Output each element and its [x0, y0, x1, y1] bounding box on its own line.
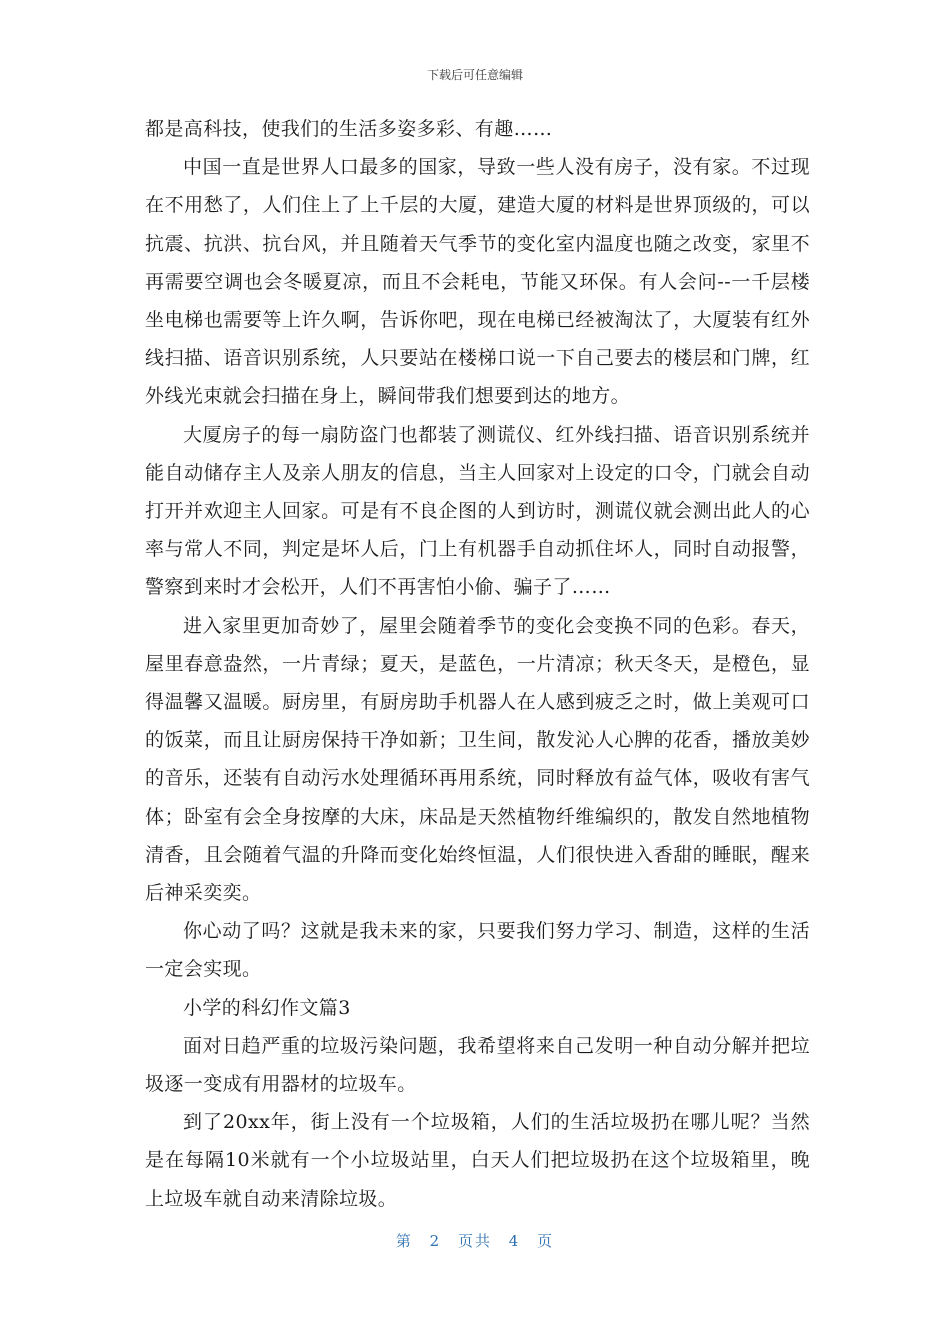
page-number: 第 2 页共 4 页 — [395, 1232, 555, 1250]
document-body — [145, 110, 810, 1218]
paragraph: 进入家里更加奇妙了，屋里会随着季节的变化会变换不同的色彩。春天，屋里春意盎然，一片青绿；夏天，是蓝色，一片清凉；秋天冬天，是橙色，显得温馨又温暖。厨房里，有厨房助手机器人在人感到疲乏之时，做上美观可口的饭菜，而且让厨房保持干净如新；卫生间，散发沁人心脾的花香，播放美妙的音乐，还装有自动污水处理循环再用系统，同时释放有益气体，吸收有害气体；卧室有会全身按摩的大床，床品是天然植物纤维编织的，散发自然地植物清香，且会随着气温的升降而变化始终恒温，人们很快进入香甜的睡眠，醒来后神采奕奕。 — [145, 614, 810, 905]
paragraph-continuation: 都是高科技，使我们的生活多姿多彩、有趣…… — [145, 118, 553, 140]
paragraph: 大厦房子的每一扇防盗门也都装了测谎仪、红外线扫描、语音识别系统并能自动储存主人及亲人朋友的信息，当主人回家对上设定的口令，门就会自动打开并欢迎主人回家。可是有不良企图的人到访时，测谎仪就会测出此人的心率与常人不同，判定是坏人后，门上有机器手自动抓住坏人，同时自动报警，警察到来时才会松开，人们不再害怕小偷、骗子了…… — [145, 423, 810, 599]
paragraph: 面对日趋严重的垃圾污染问题，我希望将来自己发明一种自动分解并把垃圾逐一变成有用器材的垃圾车。 — [145, 1034, 810, 1096]
paragraph: 你心动了吗？这就是我未来的家，只要我们努力学习、制造，这样的生活一定会实现。 — [145, 920, 810, 981]
section-heading: 小学的科幻作文篇3 — [183, 996, 351, 1019]
page-header: 下载后可任意编辑 — [426, 68, 523, 82]
paragraph: 到了20xx年，街上没有一个垃圾箱，人们的生活垃圾扔在哪儿呢？当然是在每隔10米就有一个小垃圾站里，白天人们把垃圾扔在这个垃圾箱里，晚上垃圾车就自动来清除垃圾。 — [145, 1111, 810, 1210]
paragraph: 中国一直是世界人口最多的国家，导致一些人没有房子，没有家。不过现在不用愁了，人们住上了上千层的大厦，建造大厦的材料是世界顶级的，可以抗震、抗洪、抗台风，并且随着天气季节的变化室内温度也随之改变，家里不再需要空调也会冬暖夏凉，而且不会耗电，节能又环保。有人会问--一千层楼坐电梯也需要等上许久啊，告诉你吧，现在电梯已经被淘汰了，大厦装有红外线扫描、语音识别系统，人只要站在楼梯口说一下自己要去的楼层和门牌，红外线光束就会扫描在身上，瞬间带我们想要到达的地方。 — [145, 156, 810, 408]
